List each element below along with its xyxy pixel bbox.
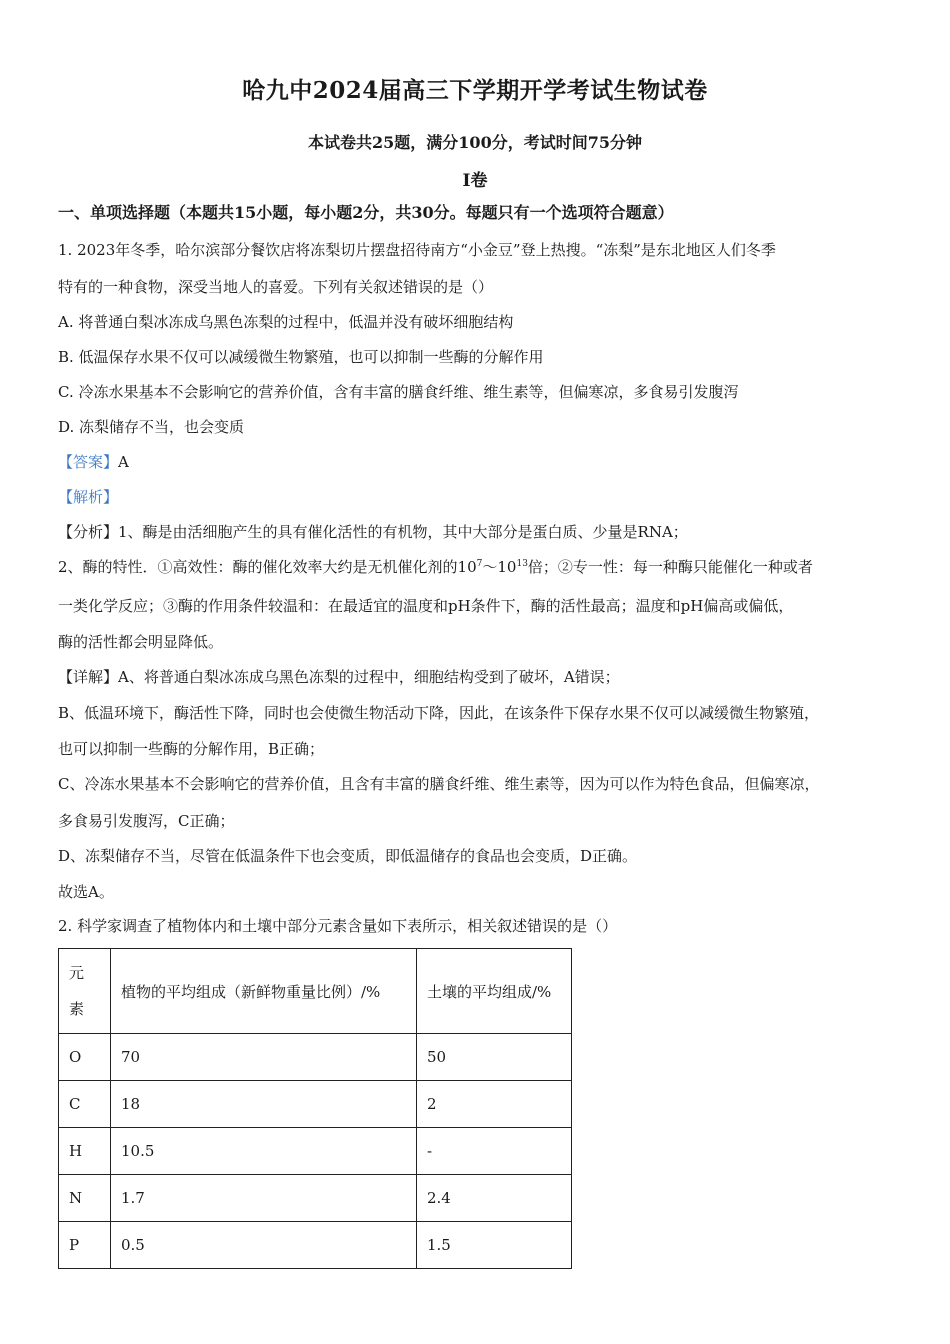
table-row (59, 1034, 572, 1081)
q1-option-b: B. 低温保存水果不仅可以减缓微生物繁殖，也可以抑制一些酶的分解作用 (58, 348, 544, 366)
table-row (59, 1128, 572, 1175)
detail-line2: B、低温环境下，酶活性下降，同时也会使微生物活动下降，因此，在该条件下保存水果不仅可以减缓微生物繁殖， (58, 704, 820, 722)
q1-option-d: D. 冻梨储存不当，也会变质 (58, 418, 245, 436)
exponent-13: 13 (516, 559, 528, 569)
header-plant: 植物的平均组成（新鲜物重量比例）/% (111, 949, 417, 1034)
analysis-line1: 【分析】1、酶是由活细胞产生的具有催化活性的有机物，其中大部分是蛋白质、少量是RNA； (58, 523, 688, 541)
analysis-line4: 酶的活性都会明显降低。 (58, 633, 224, 651)
analysis-line2 (58, 557, 813, 577)
table-cell: O (59, 1034, 111, 1081)
table-cell: H (59, 1128, 111, 1175)
q2-stem: 2. 科学家调查了植物体内和土壤中部分元素含量如下表所示，相关叙述错误的是（） (58, 917, 618, 935)
conclusion: 故选A。 (58, 883, 114, 901)
q1-option-a: A. 将普通白梨冰冻成乌黑色冻梨的过程中，低温并没有破坏细胞结构 (58, 313, 514, 331)
table-row (59, 1222, 572, 1269)
detail-line3: 也可以抑制一些酶的分解作用，B正确； (58, 740, 325, 758)
analysis-line2-range: ～10 (482, 558, 517, 576)
volume-heading: I卷 (462, 171, 488, 191)
table-cell: 2 (417, 1081, 572, 1128)
table-row (59, 1175, 572, 1222)
detail-line5: 多食易引发腹泻，C正确； (58, 812, 235, 830)
table-cell: 10.5 (111, 1128, 417, 1175)
analysis-line3: 一类化学反应；③酶的作用条件较温和：在最适宜的温度和pH条件下，酶的活性最高；温度和pH偏高或偏低， (58, 597, 794, 615)
table-row (59, 1081, 572, 1128)
header-element-line2: 素 (69, 1000, 85, 1018)
table-cell: P (59, 1222, 111, 1269)
detail-line4: C、冷冻水果基本不会影响它的营养价值，且含有丰富的膳食纤维、维生素等，因为可以作为特色食品，但偏寒凉， (58, 775, 820, 793)
section-heading: 一、单项选择题（本题共15小题，每小题2分，共30分。每题只有一个选项符合题意） (58, 203, 674, 222)
exam-info: 本试卷共25题，满分100分，考试时间75分钟 (308, 133, 642, 152)
element-table (58, 948, 572, 1269)
q1-answer (58, 452, 129, 472)
answer-value: A (118, 453, 129, 471)
header-element-line1: 元 (69, 964, 85, 982)
header-element (59, 949, 111, 1034)
table-cell: 18 (111, 1081, 417, 1128)
exponent-7: 7 (476, 559, 483, 569)
table-cell: 0.5 (111, 1222, 417, 1269)
q1-option-c: C. 冷冻水果基本不会影响它的营养价值，含有丰富的膳食纤维、维生素等，但偏寒凉，多食易引发腹泻 (58, 383, 739, 401)
analysis-line2-text: 2、酶的特性．①高效性：酶的催化效率大约是无机催化剂的10 (58, 558, 477, 576)
analysis-label: 【解析】 (58, 488, 119, 506)
table-cell: 1.5 (417, 1222, 572, 1269)
table-cell: 50 (417, 1034, 572, 1081)
table-cell: 70 (111, 1034, 417, 1081)
q1-stem-line2: 特有的一种食物，深受当地人的喜爱。下列有关叙述错误的是（） (58, 278, 494, 296)
table-cell: - (417, 1128, 572, 1175)
detail-line1: 【详解】A、将普通白梨冰冻成乌黑色冻梨的过程中，细胞结构受到了破坏，A错误； (58, 668, 620, 686)
table-cell: 2.4 (417, 1175, 572, 1222)
table-cell: N (59, 1175, 111, 1222)
table-cell: C (59, 1081, 111, 1128)
table-header-row (59, 949, 572, 1034)
answer-label: 【答案】 (58, 453, 119, 471)
header-soil: 土壤的平均组成/% (417, 949, 572, 1034)
table-cell: 1.7 (111, 1175, 417, 1222)
detail-line6: D、冻梨储存不当，尽管在低温条件下也会变质，即低温储存的食品也会变质，D正确。 (58, 847, 638, 865)
page-title: 哈九中2024届高三下学期开学考试生物试卷 (242, 77, 708, 104)
analysis-line2-rest: 倍；②专一性：每一种酶只能催化一种或者 (527, 558, 813, 576)
q1-stem-line1: 1. 2023年冬季，哈尔滨部分餐饮店将冻梨切片摆盘招待南方“小金豆”登上热搜。“冻梨”是东北地区人们冬季 (58, 241, 776, 259)
